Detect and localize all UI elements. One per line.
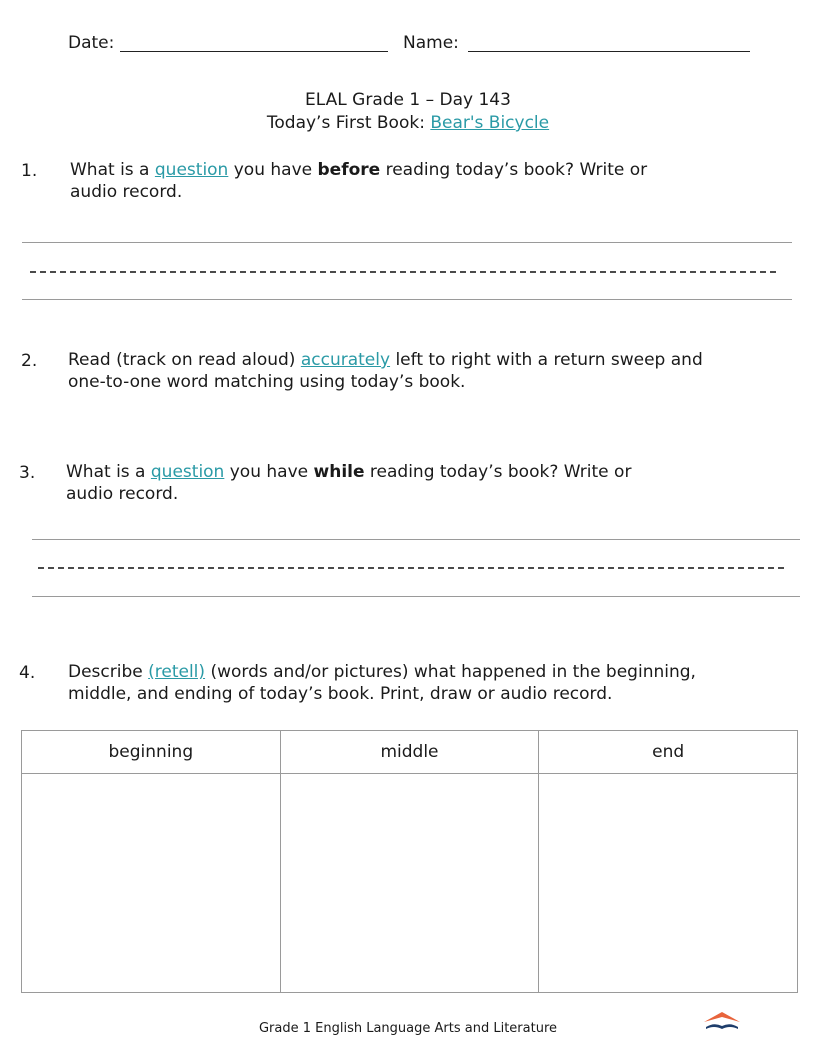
- question-1-link[interactable]: question: [154, 160, 229, 180]
- question-3-pre: What is a: [66, 462, 151, 482]
- question-1-bold: before: [317, 160, 381, 180]
- table-header-beginning: beginning: [22, 731, 281, 774]
- writing-line-top-2[interactable]: [32, 539, 800, 540]
- question-1-line2: audio record.: [70, 182, 183, 202]
- question-3-mid: you have: [224, 462, 314, 482]
- question-4-text: [68, 661, 788, 705]
- book-title-line: [0, 113, 816, 133]
- question-2-line2: one-to-one word matching using today’s book.: [68, 372, 466, 392]
- question-3-link[interactable]: question: [150, 462, 225, 482]
- question-3-line2: audio record.: [66, 484, 179, 504]
- name-label: Name:: [403, 33, 459, 53]
- writing-line-midline: [30, 271, 776, 273]
- book-prefix: Today’s First Book:: [266, 113, 431, 133]
- question-3-post: reading today’s book? Write or: [364, 462, 632, 482]
- book-logo-icon: [702, 1006, 742, 1032]
- question-1-post: reading today’s book? Write or: [380, 160, 648, 180]
- question-3-number: 3.: [19, 463, 36, 483]
- question-1-number: 1.: [21, 161, 38, 181]
- date-label: Date:: [68, 33, 115, 53]
- writing-line-bottom[interactable]: [22, 299, 792, 300]
- question-4-post: (words and/or pictures) what happened in the beginning,: [205, 662, 696, 682]
- table-cell-middle[interactable]: [280, 774, 539, 993]
- table-cell-beginning[interactable]: [22, 774, 281, 993]
- question-2-number: 2.: [21, 351, 38, 371]
- question-2-text: [68, 349, 788, 393]
- book-link[interactable]: Bear's Bicycle: [430, 113, 550, 133]
- question-4-pre: Describe: [68, 662, 149, 682]
- page-title: ELAL Grade 1 – Day 143: [305, 90, 511, 110]
- question-4-number: 4.: [19, 663, 36, 683]
- footer-text: Grade 1 English Language Arts and Literature: [258, 1021, 558, 1036]
- question-1-pre: What is a: [70, 160, 155, 180]
- writing-line-top[interactable]: [22, 242, 792, 243]
- question-3-text: [66, 461, 766, 505]
- table-header-end: end: [539, 731, 798, 774]
- question-2-pre: Read (track on read aloud): [68, 350, 301, 370]
- table-header-middle: middle: [280, 731, 539, 774]
- question-3-bold: while: [313, 462, 365, 482]
- question-1-mid: you have: [228, 160, 318, 180]
- question-1-text: [70, 159, 770, 203]
- question-4-link[interactable]: (retell): [148, 662, 206, 682]
- question-2-post: left to right with a return sweep and: [390, 350, 703, 370]
- writing-line-midline-2: [38, 567, 784, 569]
- name-field[interactable]: [468, 51, 750, 52]
- question-4-line2: middle, and ending of today’s book. Print, draw or audio record.: [68, 684, 613, 704]
- writing-line-bottom-2[interactable]: [32, 596, 800, 597]
- date-field[interactable]: [120, 51, 388, 52]
- question-2-link[interactable]: accurately: [300, 350, 391, 370]
- retell-table: [21, 730, 798, 993]
- table-cell-end[interactable]: [539, 774, 798, 993]
